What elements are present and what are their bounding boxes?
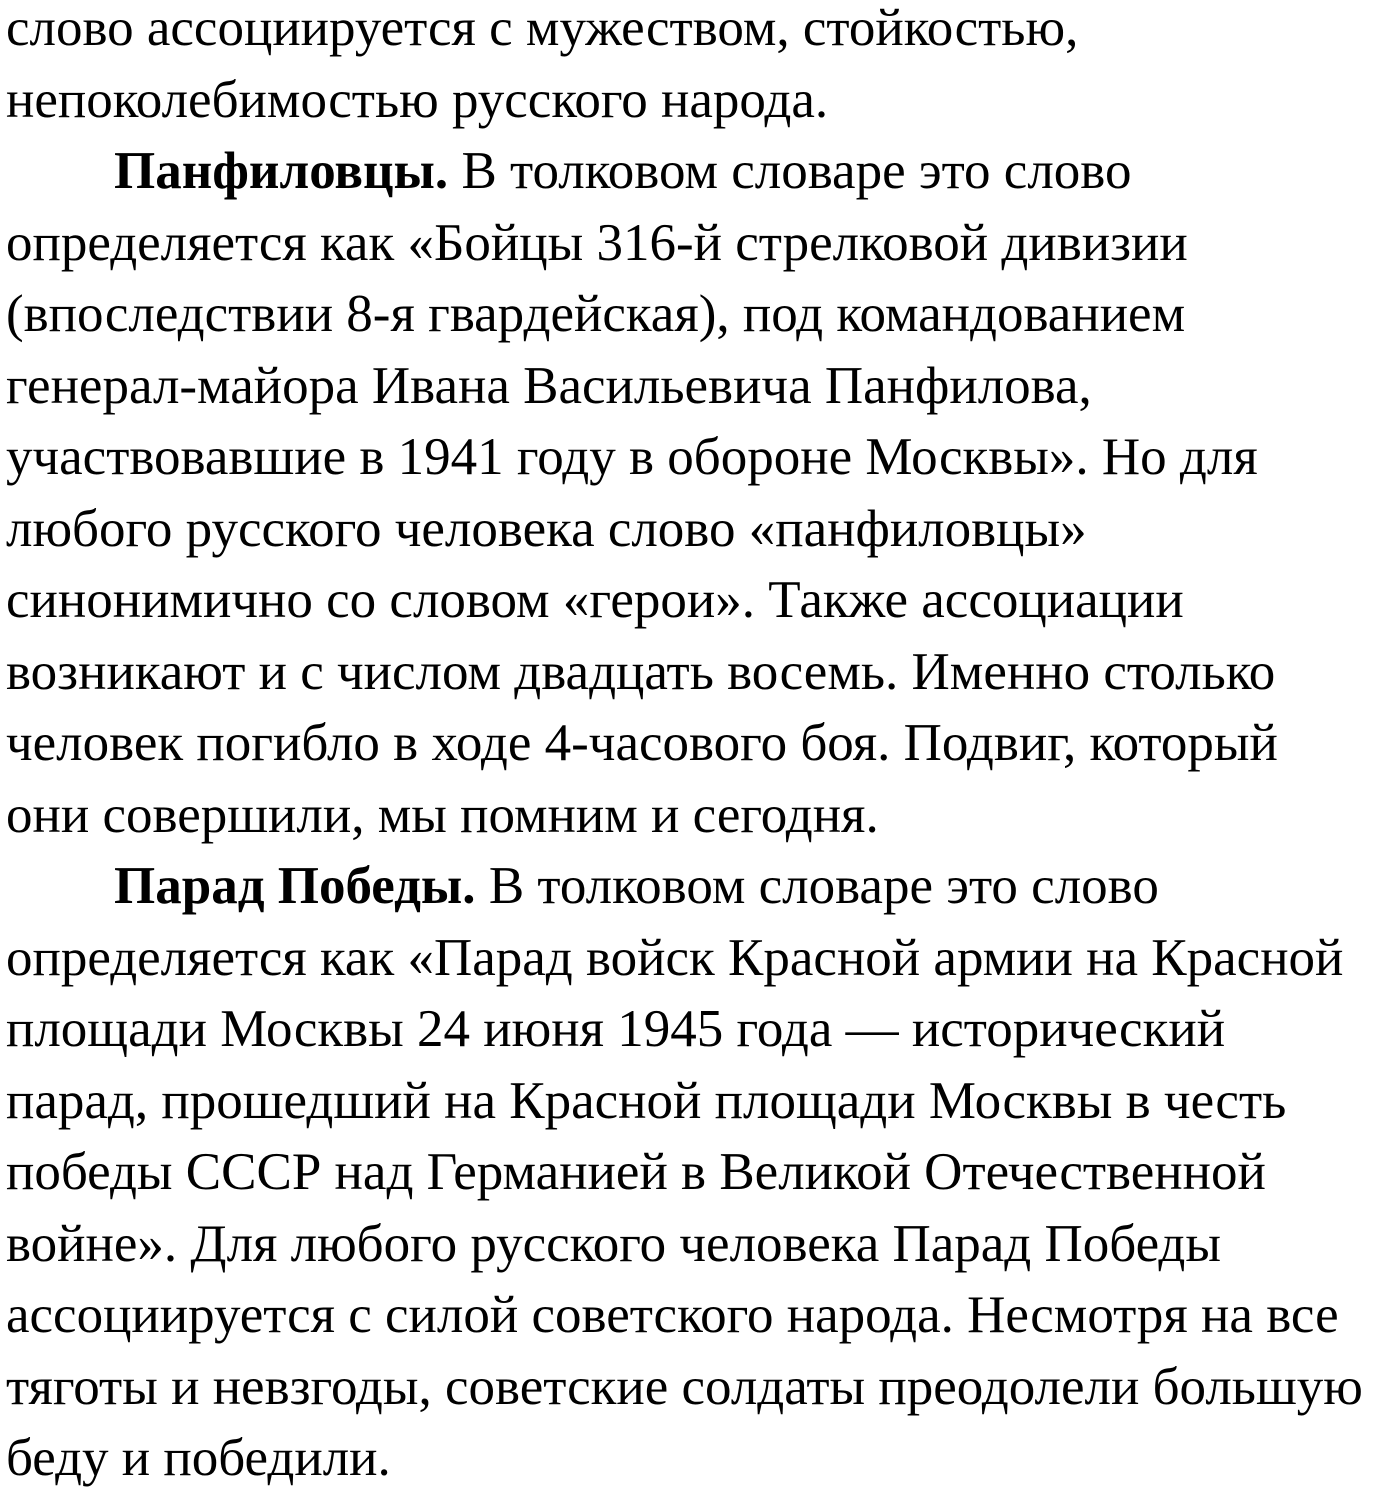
paragraph-start bbox=[6, 136, 1400, 208]
term-heading: Парад Победы. bbox=[114, 857, 476, 915]
text-line: человек погибло в ходе 4-часового боя. Подвиг, который bbox=[6, 714, 1278, 772]
text-line: любого русского человека слово «панфиловцы» bbox=[6, 499, 1087, 558]
text-line: тяготы и невзгоды, советские солдаты преодолели большую bbox=[6, 1357, 1363, 1416]
text-segment: В толковом словаре это слово bbox=[448, 142, 1132, 200]
paragraph-start bbox=[6, 851, 1400, 923]
text-line: они совершили, мы помним и сегодня. bbox=[6, 785, 879, 844]
text-line: ассоциируется с силой советского народа. Несмотря на все bbox=[6, 1286, 1339, 1344]
text-line: победы СССР над Германией в Великой Отечественной bbox=[6, 1143, 1266, 1201]
text-line: (впоследствии 8-я гвардейская), под командованием bbox=[6, 285, 1186, 343]
text-line: определяется как «Парад войск Красной армии на Красной bbox=[6, 928, 1344, 987]
text-line: слово ассоциируется с мужеством, стойкостью, bbox=[6, 0, 1079, 57]
text-line: непоколебимостью русского народа. bbox=[6, 70, 829, 129]
text-line: участвовавшие в 1941 году в обороне Москвы». Но для bbox=[6, 428, 1258, 486]
text-line: беду и победили. bbox=[6, 1429, 391, 1487]
text-line: площади Москвы 24 июня 1945 года — исторический bbox=[6, 1000, 1226, 1058]
term-heading: Панфиловцы. bbox=[114, 142, 449, 200]
text-line: возникают и с числом двадцать восемь. Именно столько bbox=[6, 642, 1276, 701]
text-line: войне». Для любого русского человека Парад Победы bbox=[6, 1214, 1221, 1273]
text-line: определяется как «Бойцы 316-й стрелковой дивизии bbox=[6, 213, 1188, 272]
text-line: синонимично со словом «герои». Также ассоциации bbox=[6, 571, 1184, 629]
text-segment: В толковом словаре это слово bbox=[475, 857, 1159, 915]
text-line: генерал-майора Ивана Васильевича Панфилова, bbox=[6, 356, 1092, 415]
text-line: парад, прошедший на Красной площади Москвы в честь bbox=[6, 1071, 1287, 1130]
